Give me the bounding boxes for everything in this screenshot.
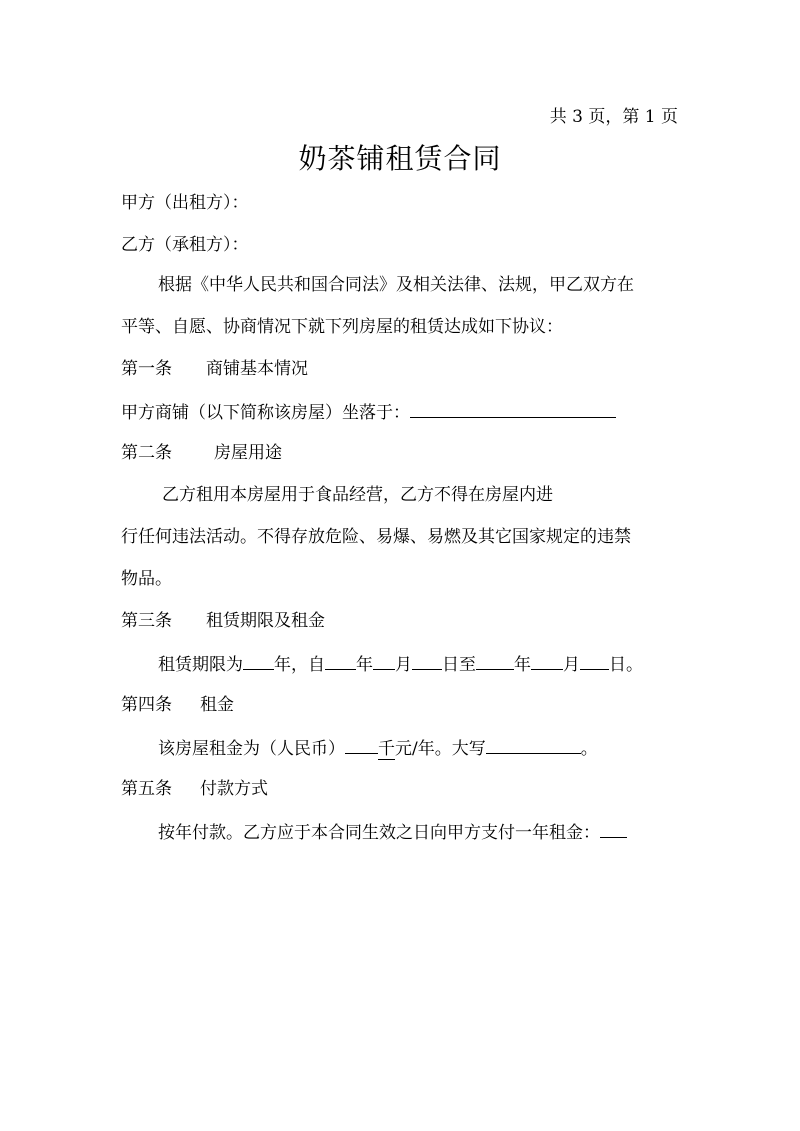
article-3-number: 第三条 (121, 611, 172, 631)
rent-amount-blank[interactable] (345, 735, 378, 754)
end-month-unit: 月 (563, 655, 580, 675)
rent-unit-char: 千 (378, 739, 395, 759)
start-year-unit: 年 (356, 655, 373, 675)
article-2-text-line-1: 乙方租用本房屋用于食品经营，乙方不得在房屋内进 (162, 485, 553, 505)
article-2-heading (121, 441, 282, 465)
lease-years-blank[interactable] (243, 651, 274, 670)
preamble-line-2: 平等、自愿、协商情况下就下列房屋的租赁达成如下协议： (121, 317, 563, 337)
article-2-number: 第二条 (121, 443, 172, 463)
lease-year-label: 年，自 (274, 655, 325, 675)
article-1-number: 第一条 (121, 359, 172, 379)
start-month-unit: 月 (395, 655, 412, 675)
article-2-text-line-3: 物品。 (121, 569, 172, 589)
article-4-number: 第四条 (121, 695, 172, 715)
start-day-blank[interactable] (412, 651, 442, 670)
lease-term-prefix: 租赁期限为 (158, 655, 243, 675)
party-b-line: 乙方（承租方）： (121, 235, 249, 255)
article-1-heading (121, 357, 308, 381)
article-4-heading (121, 693, 234, 717)
preamble-line-1: 根据《中华人民共和国合同法》及相关法律、法规，甲乙双方在 (158, 275, 634, 295)
article-5-heading (121, 777, 268, 801)
payment-line (158, 819, 627, 845)
lease-term-line (158, 651, 643, 677)
article-2-title: 房屋用途 (214, 443, 282, 463)
article-3-title: 租赁期限及租金 (206, 611, 325, 631)
article-1-title: 商铺基本情况 (206, 359, 308, 379)
rent-prefix: 该房屋租金为（人民币） (158, 739, 345, 759)
payment-amount-blank[interactable] (600, 819, 627, 838)
page-counter: 共 3 页，第 1 页 (549, 107, 678, 127)
end-month-blank[interactable] (531, 651, 563, 670)
rent-unit-rest: 元/年。大写 (395, 739, 486, 759)
location-blank[interactable] (410, 399, 616, 418)
article-5-title: 付款方式 (200, 779, 268, 799)
start-year-blank[interactable] (325, 651, 356, 670)
article-1-location-label: 甲方商铺（以下简称该房屋）坐落于： (121, 403, 410, 423)
rent-end: 。 (580, 739, 598, 759)
article-4-title: 租金 (200, 695, 234, 715)
rent-capital-blank[interactable] (486, 735, 581, 754)
end-year-unit: 年 (514, 655, 531, 675)
article-5-number: 第五条 (121, 779, 172, 799)
article-2-text-line-2: 行任何违法活动。不得存放危险、易爆、易燃及其它国家规定的违禁 (121, 527, 631, 547)
article-1-text (121, 399, 616, 425)
start-day-to: 日至 (442, 655, 476, 675)
start-month-blank[interactable] (373, 651, 395, 670)
end-day-unit: 日。 (609, 655, 643, 675)
end-day-blank[interactable] (580, 651, 609, 670)
document-title: 奶茶铺租赁合同 (298, 142, 502, 175)
party-a-line: 甲方（出租方）： (121, 193, 249, 213)
end-year-blank[interactable] (476, 651, 514, 670)
payment-text: 按年付款。乙方应于本合同生效之日向甲方支付一年租金： (158, 823, 600, 843)
article-3-heading (121, 609, 325, 633)
rent-line (158, 735, 598, 761)
